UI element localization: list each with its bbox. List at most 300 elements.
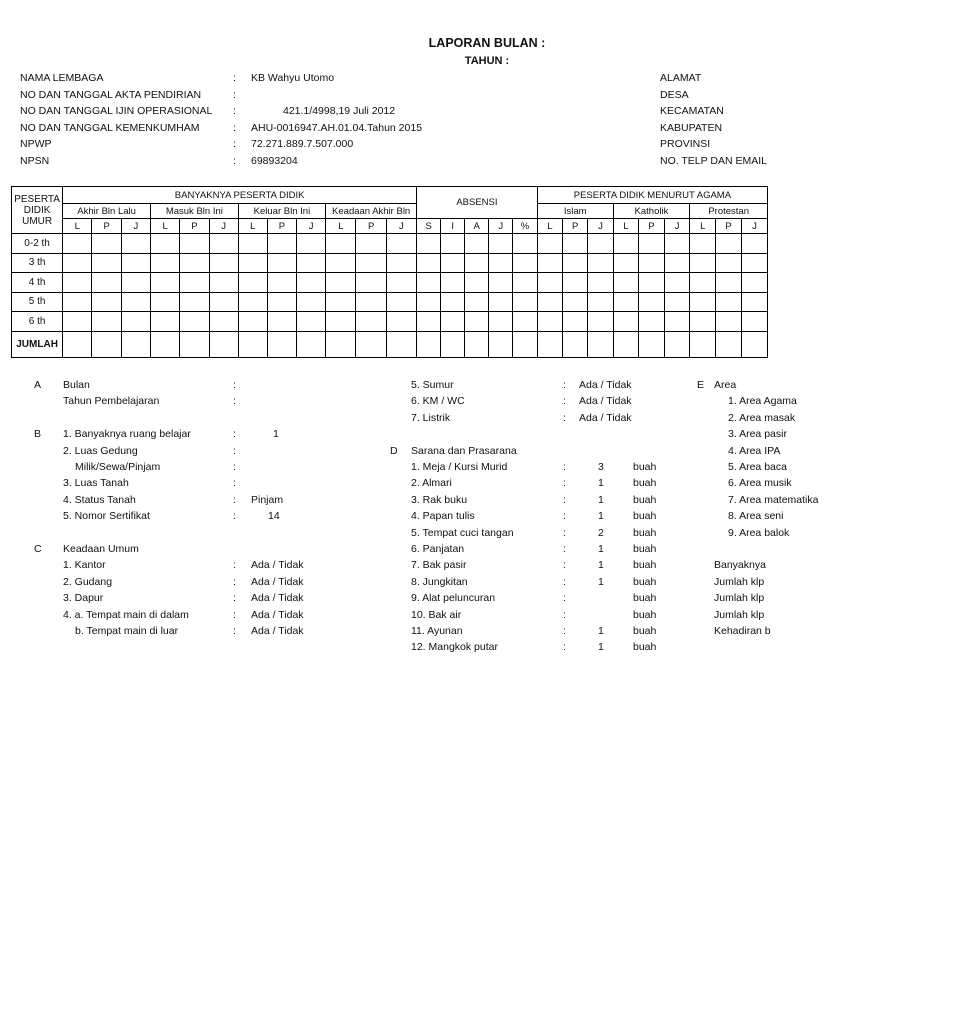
column-lpj: P	[639, 219, 665, 234]
table-cell	[209, 234, 238, 254]
table-cell	[489, 312, 513, 332]
table-cell	[441, 273, 465, 293]
table-cell	[588, 331, 613, 357]
table-cell	[489, 292, 513, 312]
table-cell	[716, 234, 742, 254]
table-cell	[151, 331, 180, 357]
column-absensi: S	[417, 219, 441, 234]
table-cell	[356, 292, 386, 312]
item-colon: :	[233, 379, 236, 391]
table-cell	[267, 292, 296, 312]
column-lpj: P	[716, 219, 742, 234]
report-title: LAPORAN BULAN :	[428, 36, 546, 50]
item-label: b. Tempat main di luar	[75, 625, 179, 637]
table-cell	[386, 331, 416, 357]
item-colon: :	[563, 526, 566, 539]
address-label: ALAMAT	[660, 72, 702, 84]
table-cell	[180, 253, 209, 273]
area-item: 2. Area masak	[728, 411, 796, 424]
area-item: 1. Area Agama	[728, 395, 797, 408]
row-label: 0-2 th	[12, 234, 63, 254]
table-cell	[489, 331, 513, 357]
area-item: 3. Area pasir	[728, 428, 787, 441]
item-label: 12. Mangkok putar	[411, 641, 498, 654]
info-colon: :	[233, 138, 236, 150]
item-colon: :	[233, 510, 236, 523]
table-cell	[417, 234, 441, 254]
table-cell	[563, 292, 588, 312]
table-cell	[209, 273, 238, 293]
table-cell	[238, 292, 267, 312]
column-lpj: P	[267, 219, 296, 234]
column-absensi: A	[465, 219, 489, 234]
item-colon: :	[563, 461, 566, 473]
item-colon: :	[563, 477, 566, 490]
table-cell	[639, 292, 665, 312]
item-label: 9. Alat peluncuran	[411, 592, 496, 605]
table-cell	[664, 292, 690, 312]
item-value: 1	[598, 641, 604, 654]
table-cell	[326, 234, 356, 254]
table-cell	[180, 292, 209, 312]
table-cell	[613, 253, 639, 273]
table-cell	[741, 273, 767, 293]
item-colon: :	[563, 559, 566, 572]
table-cell	[465, 331, 489, 357]
item-colon: :	[233, 608, 236, 621]
item-value: Ada / Tidak	[579, 395, 632, 408]
item-label: 1. Kantor	[63, 559, 106, 572]
item-label: 5. Sumur	[411, 379, 454, 391]
section-heading: Keadaan Umum	[63, 543, 139, 555]
area-item: 8. Area seni	[728, 510, 784, 523]
item-colon: :	[563, 625, 566, 637]
info-label: NO DAN TANGGAL KEMENKUMHAM	[20, 121, 200, 134]
item-colon: :	[563, 575, 566, 588]
row-label: 5 th	[12, 292, 63, 312]
table-cell	[209, 312, 238, 332]
table-cell	[238, 234, 267, 254]
item-label: 6. Panjatan	[411, 543, 465, 555]
table-cell	[417, 273, 441, 293]
student-table	[11, 186, 768, 358]
table-cell	[690, 234, 716, 254]
column-lpj: J	[664, 219, 690, 234]
address-label: KECAMATAN	[660, 105, 724, 117]
item-label: 7. Listrik	[411, 411, 451, 424]
item-value: 1	[598, 493, 604, 506]
column-lpj: P	[180, 219, 209, 234]
item-label: 1. Meja / Kursi Murid	[411, 461, 508, 473]
column-subgroup: Masuk Bln Ini	[151, 204, 239, 219]
item-colon: :	[233, 592, 236, 605]
column-lpj: J	[741, 219, 767, 234]
item-value: Ada / Tidak	[579, 411, 632, 424]
table-cell	[441, 234, 465, 254]
info-colon: :	[233, 121, 236, 134]
item-colon: :	[563, 493, 566, 506]
item-colon: :	[233, 493, 236, 506]
item-colon: :	[233, 461, 236, 473]
table-cell	[690, 331, 716, 357]
table-cell	[92, 331, 121, 357]
table-cell	[297, 234, 326, 254]
table-cell	[356, 273, 386, 293]
table-cell	[716, 273, 742, 293]
item-value: 1	[598, 477, 604, 490]
table-cell	[297, 273, 326, 293]
column-group-absensi: ABSENSI	[417, 187, 538, 219]
item-value: Ada / Tidak	[251, 608, 304, 621]
table-cell	[151, 253, 180, 273]
table-cell	[465, 312, 489, 332]
item-unit: buah	[633, 461, 657, 473]
table-cell	[716, 312, 742, 332]
corner-label-line: DIDIK	[23, 204, 51, 216]
item-value: Ada / Tidak	[251, 625, 304, 637]
section-heading: Area	[714, 379, 737, 391]
table-cell	[639, 312, 665, 332]
item-value: Ada / Tidak	[251, 592, 304, 605]
row-label: 4 th	[12, 273, 63, 293]
column-group-banyaknya: BANYAKNYA PESERTA DIDIK	[63, 187, 417, 204]
column-subgroup-agama: Protestan	[690, 204, 768, 219]
item-label: 3. Rak buku	[411, 493, 468, 506]
column-lpj: L	[326, 219, 356, 234]
table-cell	[489, 273, 513, 293]
table-cell	[441, 292, 465, 312]
item-colon: :	[563, 543, 566, 555]
table-cell	[92, 273, 121, 293]
item-unit: buah	[633, 608, 657, 621]
info-colon: :	[233, 88, 236, 101]
item-unit: buah	[633, 575, 657, 588]
column-lpj: L	[238, 219, 267, 234]
item-label: 1. Banyaknya ruang belajar	[63, 428, 191, 441]
table-cell	[513, 253, 538, 273]
table-cell	[63, 273, 92, 293]
table-cell	[356, 312, 386, 332]
table-cell	[386, 292, 416, 312]
table-cell	[356, 331, 386, 357]
item-unit: buah	[633, 559, 657, 572]
row-label: 6 th	[12, 312, 63, 332]
table-cell	[151, 234, 180, 254]
table-cell	[563, 331, 588, 357]
table-cell	[121, 234, 150, 254]
table-cell	[563, 253, 588, 273]
table-row	[12, 253, 768, 273]
column-lpj: J	[588, 219, 613, 234]
table-cell	[513, 234, 538, 254]
item-label: 8. Jungkitan	[411, 575, 468, 588]
table-cell	[180, 234, 209, 254]
item-unit: buah	[633, 641, 657, 654]
item-value: 2	[598, 526, 604, 539]
area-summary: Banyaknya	[714, 559, 766, 572]
table-cell	[326, 331, 356, 357]
item-label: 6. KM / WC	[411, 395, 465, 408]
item-colon: :	[233, 428, 236, 441]
table-cell	[613, 331, 639, 357]
item-label: 5. Tempat cuci tangan	[411, 526, 514, 539]
column-lpj: J	[121, 219, 150, 234]
column-lpj: L	[613, 219, 639, 234]
section-letter: B	[34, 428, 42, 441]
table-cell	[121, 292, 150, 312]
area-summary: Jumlah klp	[714, 592, 765, 605]
table-cell	[297, 292, 326, 312]
table-cell	[664, 273, 690, 293]
table-cell	[121, 273, 150, 293]
table-cell	[639, 234, 665, 254]
item-unit: buah	[633, 592, 657, 605]
table-cell	[297, 253, 326, 273]
table-cell	[63, 253, 92, 273]
info-colon: :	[233, 72, 236, 84]
table-cell	[741, 253, 767, 273]
table-cell	[180, 273, 209, 293]
table-cell	[613, 292, 639, 312]
column-lpj: L	[63, 219, 92, 234]
info-value: 421.1/4998,19 Juli 2012	[283, 105, 396, 117]
table-cell	[417, 292, 441, 312]
item-unit: buah	[633, 543, 657, 555]
table-cell	[63, 234, 92, 254]
table-cell	[417, 312, 441, 332]
table-cell	[537, 312, 562, 332]
table-row-total	[12, 331, 768, 357]
column-lpj: P	[563, 219, 588, 234]
item-label: 2. Almari	[411, 477, 452, 490]
table-cell	[588, 312, 613, 332]
item-label: Tahun Pembelajaran	[63, 395, 160, 408]
table-cell	[121, 331, 150, 357]
item-value: 1	[273, 428, 279, 441]
table-cell	[588, 234, 613, 254]
item-value: Ada / Tidak	[579, 379, 632, 391]
info-label: NAMA LEMBAGA	[20, 72, 104, 84]
item-colon: :	[563, 395, 566, 408]
table-cell	[513, 312, 538, 332]
item-colon: :	[563, 510, 566, 523]
table-cell	[613, 273, 639, 293]
table-cell	[465, 273, 489, 293]
column-absensi: J	[489, 219, 513, 234]
table-cell	[326, 273, 356, 293]
table-cell	[664, 312, 690, 332]
table-cell	[690, 312, 716, 332]
table-cell	[513, 331, 538, 357]
table-cell	[489, 234, 513, 254]
table-cell	[690, 292, 716, 312]
item-colon: :	[233, 444, 236, 457]
table-cell	[121, 253, 150, 273]
table-cell	[92, 312, 121, 332]
column-lpj: L	[690, 219, 716, 234]
column-lpj: L	[537, 219, 562, 234]
item-value: 3	[598, 461, 604, 473]
table-cell	[690, 273, 716, 293]
column-subgroup: Keadaan Akhir Bln	[326, 204, 417, 219]
table-cell	[63, 331, 92, 357]
info-label: NO DAN TANGGAL IJIN OPERASIONAL	[20, 105, 213, 117]
column-lpj: P	[356, 219, 386, 234]
item-value: 1	[598, 625, 604, 637]
table-cell	[386, 253, 416, 273]
table-cell	[588, 273, 613, 293]
item-value: 1	[598, 510, 604, 523]
info-label: NPWP	[20, 138, 52, 150]
info-label: NO DAN TANGGAL AKTA PENDIRIAN	[20, 88, 202, 101]
row-label-total: JUMLAH	[12, 331, 63, 357]
item-colon: :	[233, 395, 236, 408]
table-cell	[209, 253, 238, 273]
table-row	[12, 234, 768, 254]
section-heading: Sarana dan Prasarana	[411, 444, 517, 457]
column-subgroup-agama: Katholik	[613, 204, 690, 219]
info-value: 69893204	[251, 154, 298, 167]
table-cell	[151, 312, 180, 332]
table-cell	[489, 253, 513, 273]
table-cell	[513, 273, 538, 293]
table-cell	[716, 292, 742, 312]
table-cell	[441, 253, 465, 273]
table-cell	[537, 234, 562, 254]
address-label: PROVINSI	[660, 138, 711, 150]
table-cell	[121, 312, 150, 332]
column-subgroup: Akhir Bln Lalu	[63, 204, 151, 219]
report-year: TAHUN :	[464, 55, 510, 67]
item-value: 1	[598, 575, 604, 588]
address-label: NO. TELP DAN EMAIL	[660, 154, 767, 167]
table-cell	[386, 312, 416, 332]
section-letter: D	[390, 444, 398, 457]
info-colon: :	[233, 105, 236, 117]
column-absensi: I	[441, 219, 465, 234]
table-cell	[465, 253, 489, 273]
table-cell	[92, 253, 121, 273]
table-cell	[537, 331, 562, 357]
table-cell	[92, 292, 121, 312]
table-cell	[151, 273, 180, 293]
item-label: 4. Papan tulis	[411, 510, 475, 523]
table-row	[12, 292, 768, 312]
info-value: 72.271.889.7.507.000	[251, 138, 354, 150]
column-header-peserta	[12, 187, 63, 234]
item-label: 5. Nomor Sertifikat	[63, 510, 150, 523]
table-cell	[417, 253, 441, 273]
item-unit: buah	[633, 477, 657, 490]
table-cell	[639, 253, 665, 273]
item-label: 2. Luas Gedung	[63, 444, 138, 457]
item-unit: buah	[633, 625, 657, 637]
table-cell	[267, 331, 296, 357]
item-label: Bulan	[63, 379, 90, 391]
table-cell	[741, 292, 767, 312]
table-cell	[356, 253, 386, 273]
table-cell	[417, 331, 441, 357]
column-group-agama: PESERTA DIDIK MENURUT AGAMA	[537, 187, 767, 204]
table-cell	[639, 331, 665, 357]
table-cell	[639, 273, 665, 293]
table-cell	[588, 292, 613, 312]
table-cell	[238, 253, 267, 273]
table-cell	[716, 331, 742, 357]
table-cell	[238, 312, 267, 332]
table-cell	[267, 234, 296, 254]
item-label: 10. Bak air	[411, 608, 462, 621]
column-lpj: J	[209, 219, 238, 234]
item-colon: :	[233, 559, 236, 572]
table-cell	[441, 312, 465, 332]
table-cell	[209, 292, 238, 312]
table-cell	[537, 253, 562, 273]
column-lpj: J	[297, 219, 326, 234]
table-cell	[465, 292, 489, 312]
column-absensi: %	[513, 219, 538, 234]
info-colon: :	[233, 154, 236, 167]
table-cell	[267, 312, 296, 332]
item-colon: :	[563, 608, 566, 621]
item-colon: :	[233, 575, 236, 588]
table-cell	[537, 273, 562, 293]
column-lpj: J	[386, 219, 416, 234]
item-label: Milik/Sewa/Pinjam	[75, 461, 161, 473]
table-cell	[180, 331, 209, 357]
area-item: 6. Area musik	[728, 477, 792, 490]
table-cell	[741, 234, 767, 254]
item-label: 3. Dapur	[63, 592, 104, 605]
column-subgroup-agama: Islam	[537, 204, 613, 219]
row-label: 3 th	[12, 253, 63, 273]
area-item: 4. Area IPA	[728, 444, 781, 457]
item-label: 7. Bak pasir	[411, 559, 467, 572]
table-cell	[238, 331, 267, 357]
table-cell	[537, 292, 562, 312]
item-value: 14	[268, 510, 280, 523]
item-label: 2. Gudang	[63, 575, 113, 588]
item-unit: buah	[633, 493, 657, 506]
table-cell	[563, 273, 588, 293]
area-item: 7. Area matematika	[728, 493, 819, 506]
table-cell	[664, 253, 690, 273]
table-cell	[238, 273, 267, 293]
table-row	[12, 273, 768, 293]
item-label: 4. a. Tempat main di dalam	[63, 608, 189, 621]
table-cell	[465, 234, 489, 254]
table-cell	[267, 273, 296, 293]
table-cell	[297, 331, 326, 357]
table-cell	[209, 331, 238, 357]
item-colon: :	[233, 477, 236, 490]
section-letter: E	[697, 379, 705, 391]
table-cell	[326, 253, 356, 273]
area-item: 9. Area balok	[728, 526, 790, 539]
table-cell	[741, 312, 767, 332]
info-label: NPSN	[20, 154, 50, 167]
address-label: KABUPATEN	[660, 121, 723, 134]
item-label: 4. Status Tanah	[63, 493, 136, 506]
table-cell	[613, 312, 639, 332]
item-colon: :	[233, 625, 236, 637]
item-unit: buah	[633, 526, 657, 539]
table-cell	[441, 331, 465, 357]
item-colon: :	[563, 379, 566, 391]
item-unit: buah	[633, 510, 657, 523]
item-colon: :	[563, 592, 566, 605]
table-cell	[326, 292, 356, 312]
